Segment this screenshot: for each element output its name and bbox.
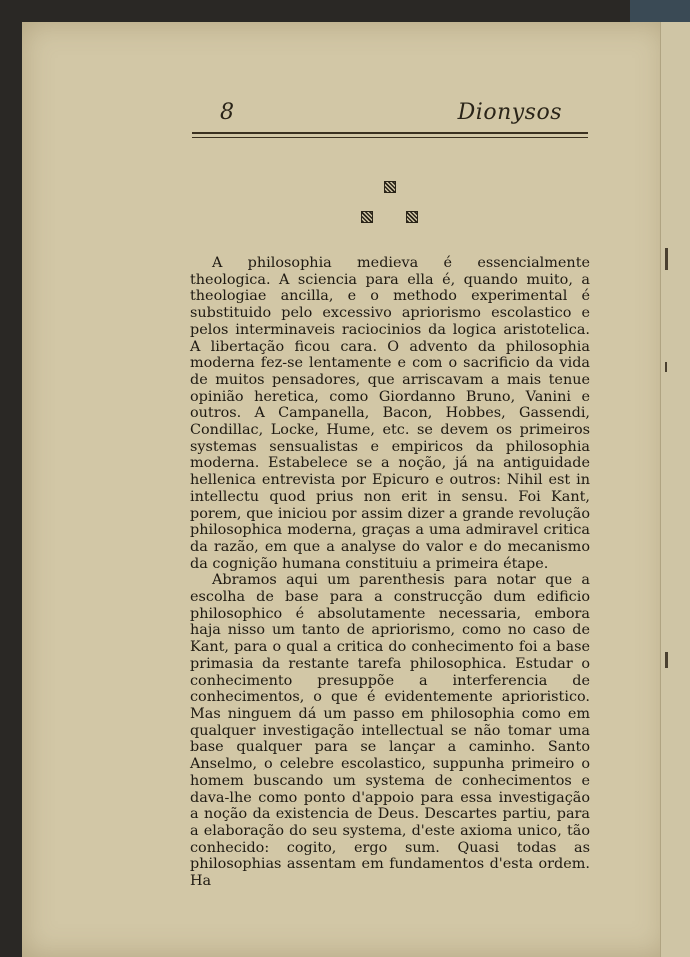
- paragraph: A philosophia medieva é essencialmente theologica. A sciencia para ella é, quando muito, a theologiae ancilla, e o methodo experimental é substituido pelo excessivo apriorismo escolastico e pelos interminaveis raciocinios da logica aristotelica. A libertação ficou cara. O advento da philosophia moderna fez-se lentamente e com o sacrificio da vida de muitos pensadores, que arriscavam a mais tenue opinião heretica, como Giordanno Bruno, Vanini e outros. A Campanella, Bacon, Hobbes, Gassendi, Condillac, Locke, Hume, etc. se devem os primeiros systemas sensualistas e empiricos da philosophia moderna. Estabelece se a noção, já na antiguidade hellenica entrevista por Epicuro e outros: Nihil est in intellectu quod prius non erit in sensu. Foi Kant, porem, que iniciou por assim dizer a grande revolução philosophica moderna, graças a uma admiravel critica da razão, em que a analyse do valor e do mecanismo da cognição humana constituiu a primeira étape.: [190, 255, 590, 572]
- margin-mark: [665, 652, 668, 668]
- body-text: [190, 255, 590, 890]
- diamond-ornament-icon: [361, 211, 373, 223]
- header-rule: [192, 132, 588, 134]
- paragraph: Abramos aqui um parenthesis para notar que a escolha de base para a construcção dum edificio philosophico é absolutamente necessaria, embora haja nisso um tanto de apriorismo, como no caso de Kant, para o qual a critica do conhecimento foi a base primasia da restante tarefa philosophica. Estudar o conhecimento presuppõe a interferencia de conhecimentos, o que é evidentemente aprioristico. Mas ninguem dá um passo em philosophia como em qualquer investigação intellectual se não tomar uma base qualquer para se lançar a caminho. Santo Anselmo, o celebre escolastico, suppunha primeiro o homem buscando um systema de conhecimentos e dava-lhe como ponto d'appoio para essa investigação a noção da existencia de Deus. Descartes partiu, para a elaboração do seu systema, d'este axioma unico, tão conhecido: cogito, ergo sum. Quasi todas as philosophias assentam em fundamentos d'esta ordem. Ha: [190, 572, 590, 890]
- header-rule-thin: [192, 137, 588, 138]
- next-page-edge: [660, 22, 690, 957]
- page-number: 8: [220, 100, 234, 125]
- running-title: Dionysos: [457, 100, 562, 125]
- margin-mark: [665, 248, 668, 270]
- margin-mark: [665, 362, 667, 372]
- background-edge: [630, 0, 690, 22]
- page-header: [192, 100, 588, 130]
- diamond-ornament-icon: [406, 211, 418, 223]
- diamond-ornament-icon: [384, 181, 396, 193]
